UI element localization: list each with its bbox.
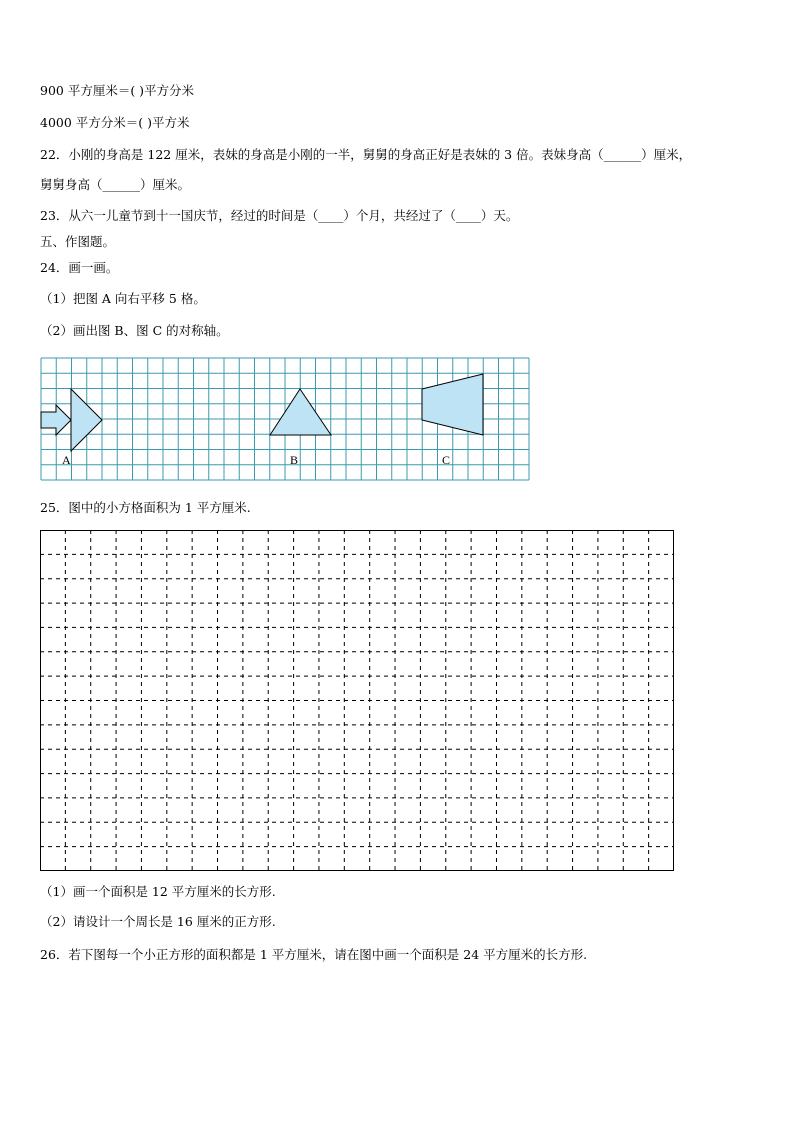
question-25: 25．图中的小方格面积为 1 平方厘米. xyxy=(40,500,251,515)
dashed-square-grid xyxy=(40,530,676,872)
conversion-line-1: 900 平方厘米＝( )平方分米 xyxy=(40,83,195,98)
figure-b-triangle xyxy=(270,389,331,435)
conversion-line-2: 4000 平方分米＝( )平方米 xyxy=(40,115,190,130)
question-22-line-2: 舅舅身高（______）厘米。 xyxy=(40,177,191,192)
figure-c-trapezoid xyxy=(422,374,483,435)
section-5-heading: 五、作图题。 xyxy=(40,234,116,249)
question-25-part-2: （2）请设计一个周长是 16 厘米的正方形. xyxy=(40,914,276,929)
figure-c-label: C xyxy=(442,453,451,467)
question-23: 23．从六一儿童节到十一国庆节，经过的时间是（____）个月，共经过了（____）天。 xyxy=(40,208,519,223)
question-25-part-1: （1）画一个面积是 12 平方厘米的长方形. xyxy=(40,884,276,899)
question-22-line-1: 22．小刚的身高是 122 厘米，表妹的身高是小刚的一半，舅舅的身高正好是表妹的 3 倍。表妹身高（______）厘米， xyxy=(40,147,692,162)
question-24: 24．画一画。 xyxy=(40,260,119,275)
figure-b-label: B xyxy=(290,453,299,467)
dashed-grid-lines xyxy=(40,530,674,871)
translation-symmetry-grid xyxy=(40,357,530,481)
figure-a-label: A xyxy=(62,453,71,467)
question-24-part-1: （1）把图 A 向右平移 5 格。 xyxy=(40,291,206,306)
question-24-part-2: （2）画出图 B、图 C 的对称轴。 xyxy=(40,323,229,338)
question-26: 26．若下图每一个小正方形的面积都是 1 平方厘米，请在图中画一个面积是 24 平方厘米的长方形. xyxy=(40,947,588,962)
figure-a-arrow-tail xyxy=(41,405,71,435)
